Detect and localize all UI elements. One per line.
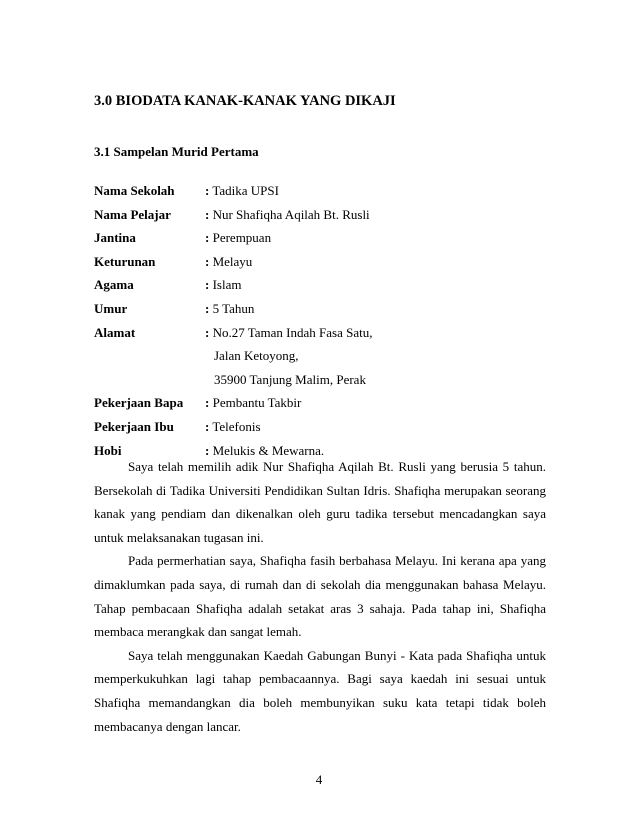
biodata-colon: : (205, 183, 210, 198)
biodata-value-text: Islam (209, 277, 242, 293)
biodata-colon: : (205, 300, 210, 316)
biodata-value (205, 179, 279, 203)
biodata-colon: : (205, 324, 210, 340)
subsection-heading: 3.1 Sampelan Murid Pertama (94, 144, 259, 159)
biodata-row-agama (94, 273, 554, 297)
address-line: 35900 Tanjung Malim, Perak (214, 371, 366, 387)
biodata-label: Umur (94, 300, 128, 316)
biodata-value-text: Tadika UPSI (209, 183, 279, 198)
biodata-colon: : (205, 206, 210, 222)
biodata-value-text: Melukis & Mewarna. (209, 442, 325, 458)
biodata-value-text: Telefonis (209, 418, 261, 434)
biodata-row-alamat-line2 (94, 344, 554, 368)
biodata-value-text: 5 Tahun (209, 300, 255, 316)
biodata-label: Agama (94, 277, 134, 293)
biodata-label: Jantina (94, 230, 136, 246)
biodata-row-keturunan (94, 250, 554, 274)
section-heading: 3.0 BIODATA KANAK-KANAK YANG DIKAJI (94, 93, 396, 109)
biodata-label: Pekerjaan Bapa (94, 395, 184, 411)
biodata-table (94, 179, 554, 462)
biodata-value (205, 297, 254, 321)
biodata-label: Nama Pelajar (94, 206, 171, 222)
page-number: 4 (315, 772, 323, 787)
paragraph: Saya telah memilih adik Nur Shafiqha Aqilah Bt. Rusli yang berusia 5 tahun. Bersekolah di Tadika Universiti Pendidikan Sultan Idris. Shafiqha merupakan seorang kanak yang pendiam dan dikenalkan oleh guru tadika tersebut mencadangkan saya untuk melaksanakan tugasan ini. (94, 459, 546, 545)
biodata-value-text: Melayu (209, 253, 253, 269)
paragraph: Saya telah menggunakan Kaedah Gabungan Bunyi - Kata pada Shafiqha untuk memperkukuhkan lagi tahap pembacaannya. Bagi saya kaedah ini sesuai untuk Shafiqha memandangkan dia boleh membunyikan suku kata tetapi tidak boleh membacanya dengan lancar. (94, 647, 546, 734)
biodata-value (205, 321, 372, 345)
biodata-label: Pekerjaan Ibu (94, 418, 174, 434)
biodata-label: Nama Sekolah (94, 183, 175, 198)
biodata-value (205, 226, 271, 250)
biodata-value-text: Nur Shafiqha Aqilah Bt. Rusli (209, 206, 370, 222)
biodata-row-alamat (94, 321, 554, 345)
biodata-colon: : (205, 277, 210, 293)
biodata-value (205, 203, 370, 227)
biodata-row-pekerjaan-bapa (94, 391, 554, 415)
biodata-value (205, 391, 301, 415)
biodata-value (205, 250, 252, 274)
body-text (94, 455, 546, 738)
biodata-colon: : (205, 442, 210, 458)
biodata-value-text: Pembantu Takbir (209, 395, 302, 411)
biodata-row-pekerjaan-ibu (94, 415, 554, 439)
address-line: Jalan Ketoyong, (214, 348, 299, 364)
biodata-value (205, 273, 241, 297)
biodata-label: Alamat (94, 324, 136, 340)
biodata-colon: : (205, 418, 210, 434)
biodata-row-nama-sekolah (94, 179, 554, 203)
biodata-row-umur (94, 297, 554, 321)
biodata-value (205, 415, 261, 439)
biodata-colon: : (205, 230, 210, 246)
biodata-row-alamat-line3 (94, 368, 554, 392)
biodata-label: Keturunan (94, 253, 156, 269)
biodata-row-nama-pelajar (94, 203, 554, 227)
paragraph: Pada permerhatian saya, Shafiqha fasih berbahasa Melayu. Ini kerana apa yang dimaklumkan pada saya, di rumah dan di sekolah dia menggunakan bahasa Melayu. Tahap pembacaan Shafiqha adalah setakat aras 3 sahaja. Pada tahap ini, Shafiqha membaca merangkak dan sangat lemah. (94, 553, 546, 640)
biodata-value-text: Perempuan (209, 230, 272, 246)
biodata-colon: : (205, 395, 210, 411)
biodata-row-jantina (94, 226, 554, 250)
biodata-value-text: No.27 Taman Indah Fasa Satu, (209, 324, 373, 340)
biodata-label: Hobi (94, 442, 122, 458)
biodata-colon: : (205, 253, 210, 269)
